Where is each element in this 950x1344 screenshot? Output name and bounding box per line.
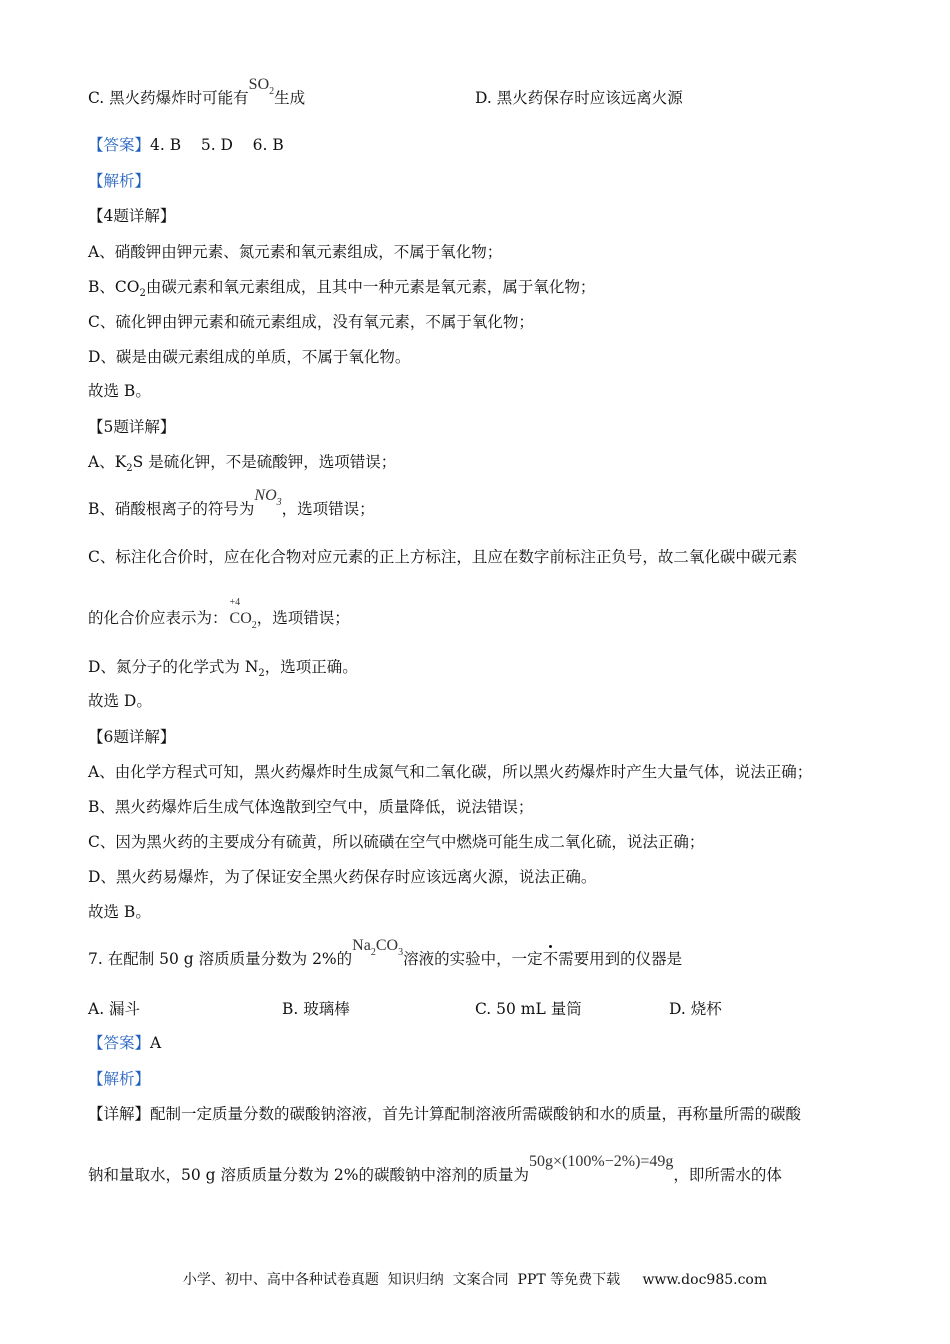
- q5-b-prefix: B、硝酸根离子的符号为: [88, 500, 255, 518]
- q5-option-c-line1: C、标注化合价时，应在化合物对应元素的正上方标注，且应在数字前标注正负号，故二氧化碳中碳元素: [88, 548, 798, 566]
- q5-heading: 【5题详解】: [88, 418, 176, 436]
- q4-option-d: D、碳是由碳元素组成的单质，不属于氧化物。: [88, 348, 411, 366]
- q5-a-sub: 2: [126, 463, 133, 475]
- co-base: CO: [375, 937, 399, 954]
- so2-formula: [248, 76, 275, 97]
- q5-d-sub: 2: [258, 668, 265, 680]
- q7-stem-prefix: 7. 在配制 50 g 溶质质量分数为 2%的: [88, 950, 353, 968]
- q5-d-prefix: D、氮分子的化学式为 N: [88, 658, 259, 676]
- q6-heading: 【6题详解】: [88, 728, 176, 746]
- so2-sub: 2: [269, 86, 275, 97]
- q4-conclusion: 故选 B。: [88, 382, 151, 400]
- detail-text-2-suffix: ，即所需水的体: [673, 1166, 782, 1184]
- q6-option-c: C、因为黑火药的主要成分有硫黄，所以硫磺在空气中燃烧可能生成二氧化硫，说法正确；: [88, 833, 705, 851]
- co2-charge: +4: [229, 597, 241, 608]
- q7-stem-suffix: 需要用到的仪器是: [558, 950, 683, 968]
- q4-option-c: C、硫化钾由钾元素和硫元素组成，没有氧元素，不属于氧化物；: [88, 313, 534, 331]
- q7-emphasis-not: 不: [542, 950, 559, 968]
- q4-b-sub: 2: [139, 288, 146, 300]
- q5-c-prefix: 的化合价应表示为：: [88, 609, 228, 627]
- answer-tag: 【答案】: [88, 136, 151, 154]
- q5-b-suffix: ，选项错误；: [281, 500, 375, 518]
- option-c-suffix: 生成: [274, 89, 306, 107]
- co-sub: 3: [398, 947, 404, 958]
- q5-a-prefix: A、K: [88, 453, 127, 471]
- q4-option-a: A、硝酸钾由钾元素、氮元素和氧元素组成，不属于氧化物；: [88, 243, 503, 261]
- q6-option-a: A、由化学方程式可知，黑火药爆炸时生成氮气和二氧化碳，所以黑火药爆炸时产生大量气体，说法正确；: [88, 763, 813, 781]
- q5-option-b: [88, 487, 375, 523]
- page-footer: 小学、初中、高中各种试卷真题 知识归纳 文案合同 PPT 等免费下载 www.doc985.com: [182, 1272, 768, 1288]
- q7-option-d: D. 烧杯: [669, 1000, 722, 1018]
- option-d-fire-source: D. 黑火药保存时应该远离火源: [475, 89, 683, 107]
- q5-option-a: [88, 451, 396, 480]
- analysis-tag-2: 【解析】: [88, 1070, 151, 1088]
- q7-stem-middle: 溶液的实验中，一定: [403, 950, 543, 968]
- q7-option-b: B. 玻璃棒: [282, 1000, 350, 1018]
- detail-line-1: [88, 1103, 801, 1125]
- q5-option-c-line2: [88, 597, 350, 632]
- option-c-text: C. 黑火药爆炸时可能有: [88, 89, 249, 107]
- q4-heading: 【4题详解】: [88, 207, 176, 225]
- answer-text: 4. B 5. D 6. B: [150, 136, 284, 154]
- q4-b-prefix: B、CO: [88, 278, 140, 296]
- detail-text-1: 配制一定质量分数的碳酸钠溶液，首先计算配制溶液所需碳酸钠和水的质量，再称量所需的碳酸: [150, 1105, 802, 1123]
- detail-text-2: 钠和量取水，50 g 溶质质量分数为 2%的碳酸钠中溶剂的质量为: [88, 1166, 530, 1184]
- analysis-tag-1: 【解析】: [88, 172, 151, 190]
- q7-stem: [88, 937, 683, 973]
- answer2-tag: 【答案】: [88, 1034, 151, 1052]
- option-c-sulfur-dioxide: [88, 76, 306, 112]
- co2-sub: 2: [251, 620, 257, 631]
- na-sub: 2: [370, 947, 376, 958]
- q5-c-suffix: ，选项错误；: [256, 609, 350, 627]
- answer2-text: A: [150, 1034, 162, 1052]
- detail-tag: 【详解】: [88, 1105, 151, 1123]
- q4-option-b: [88, 276, 595, 305]
- co2-valence-formula: [229, 597, 257, 632]
- q6-conclusion: 故选 B。: [88, 903, 151, 921]
- nitrate-base: NO: [254, 487, 277, 504]
- nitrate-formula: [254, 487, 282, 508]
- na-base: Na: [352, 937, 371, 954]
- q6-option-d: D、黑火药易爆炸，为了保证安全黑火药保存时应该远离火源，说法正确。: [88, 868, 597, 886]
- q6-option-b: B、黑火药爆炸后生成气体逸散到空气中，质量降低，说法错误；: [88, 798, 534, 816]
- q7-option-c: C. 50 mL 量筒: [475, 1000, 582, 1018]
- answer-line-2: [88, 1032, 161, 1054]
- answer-line-1: [88, 134, 284, 156]
- so2-base: SO: [248, 76, 270, 93]
- sodium-carbonate-formula: [352, 937, 404, 958]
- nitrate-sub: 3: [276, 497, 282, 508]
- q5-d-text: ，选项正确。: [264, 658, 358, 676]
- q7-option-a: A. 漏斗: [88, 1000, 141, 1018]
- co2-base: CO: [229, 610, 252, 627]
- detail-line-2: [88, 1153, 782, 1187]
- q5-a-text: S 是硫化钾，不是硫酸钾，选项错误；: [132, 453, 397, 471]
- q5-conclusion: 故选 D。: [88, 692, 152, 710]
- q4-b-text: 由碳元素和氧元素组成，且其中一种元素是氧元素，属于氧化物；: [145, 278, 596, 296]
- q5-option-d: [88, 656, 358, 685]
- water-mass-equation: 50g×(100%−2%)=49g: [529, 1153, 674, 1170]
